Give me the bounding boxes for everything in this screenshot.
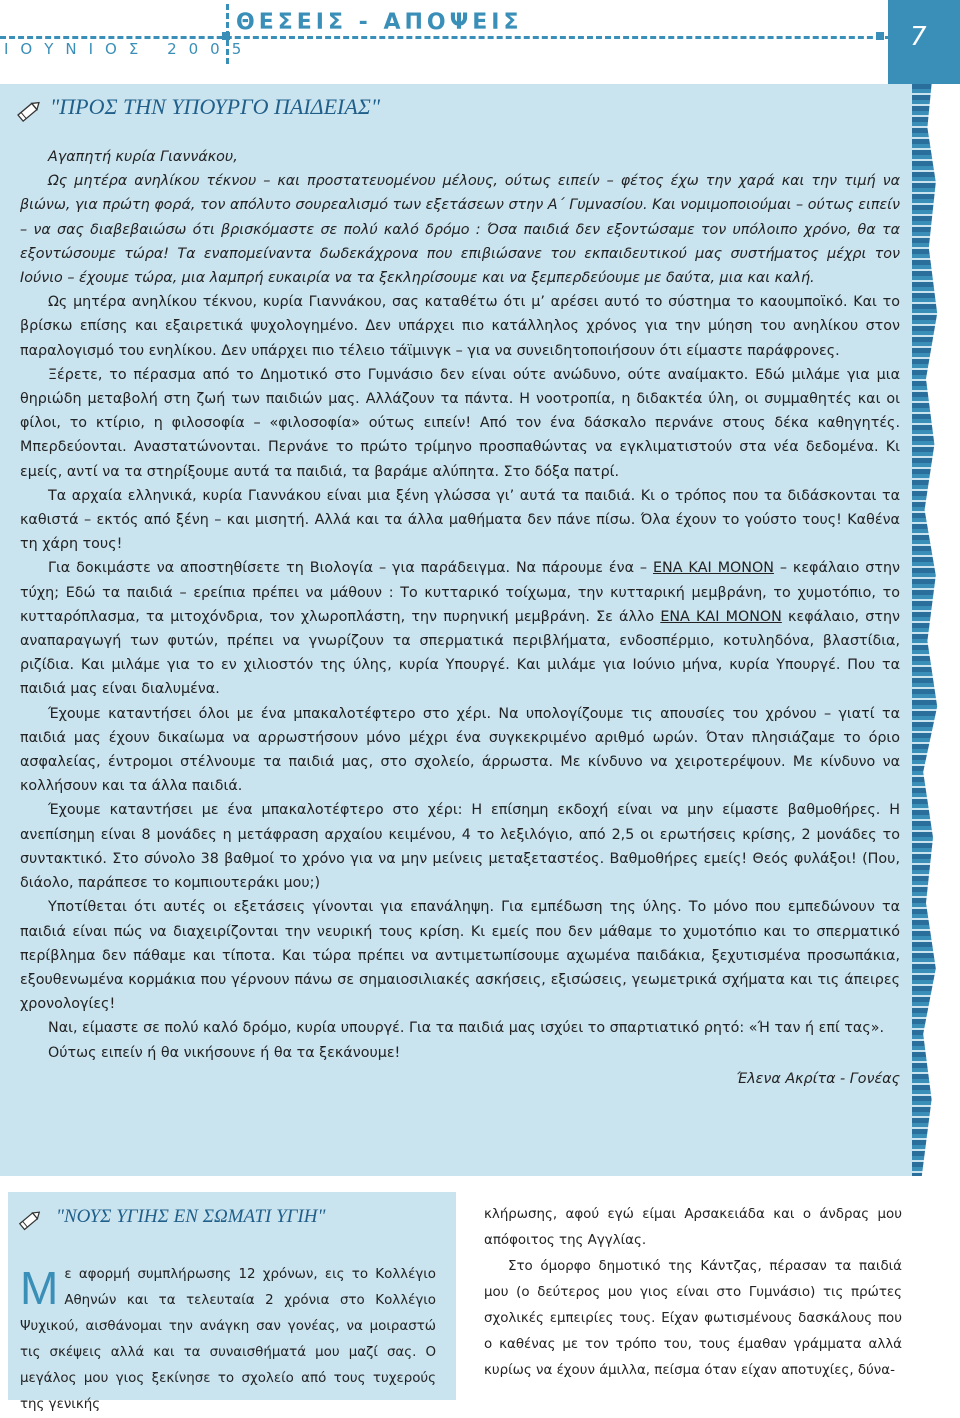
drop-cap: Μ: [20, 1262, 59, 1314]
paragraph: [20, 556, 900, 701]
paragraph: κλήρωσης, αφού εγώ είμαι Αρσακειάδα και ο άνδρας μου απόφοιτος της Αγγλίας.: [484, 1207, 902, 1248]
page-number: 7: [910, 22, 927, 52]
greeting: Αγαπητή κυρία Γιαννάκου,: [48, 149, 238, 165]
section-title: ΘΕΣΕΙΣ - ΑΠΟΨΕΙΣ: [236, 10, 523, 35]
article-title: "ΠΡΟΣ ΤΗΝ ΥΠΟΥΡΓΟ ΠΑΙΔΕΙΑΣ": [50, 94, 381, 119]
signature: Έλενα Ακρίτα - Γονέας: [736, 1070, 900, 1087]
issue-month: ΙΟΥΝΙΟΣ 2005: [4, 40, 254, 58]
paragraph: Τα αρχαία ελληνικά, κυρία Γιαννάκου είναι μια ξένη γλώσσα γι’ αυτά τα παιδιά. Κι ο τρόπος που τα διδάσκονται τα καθιστά – εκτός από ξένη – και μισητή. Αλλά και τα άλλα μαθήματα δεν πάνε πίσω. Όλα έχουν το γούστο τους! Καθένα τη χάρη τους!: [20, 487, 900, 553]
underlined-text: ΕΝΑ ΚΑΙ ΜΟΝΟΝ: [660, 608, 782, 625]
header-square: [222, 32, 230, 40]
article2-left-column: [20, 1262, 436, 1418]
paragraph: Ξέρετε, το πέρασμα από το Δημοτικό στο Γυμνάσιο δεν είναι ούτε ανώδυνο, ούτε αναίμακτο. Εδώ μιλάμε για μια θηριώδη μεταβολή στη ζωή των παιδιών μας. Αλλάζουν τα πάντα. Η νοοτροπία, η διδακτέα ύλη, οι συμμαθητές και οι φίλοι, το κτίριο, η φιλοσοφία – «φιλοσοφία» ούτως ειπείν! Από τον ένα δάσκαλο περνάνε στους δέκα καθηγητές. Μπερδεύονται. Αναστατώνονται. Περνάνε το πρώτο τρίμηνο προσπαθώντας να εγκλιματιστούν στα νέα δεδομένα. Κι εμείς, αντί να τα στηρίξουμε αυτά τα παιδιά, τα βαράμε αλύπητα. Στο δόξα πατρί.: [20, 366, 900, 480]
article2-right-column: [484, 1202, 902, 1384]
underlined-text: ΕΝΑ ΚΑΙ ΜΟΝΟΝ: [652, 560, 774, 577]
paragraph: Έχουμε καταντήσει με ένα μπακαλοτέφτερο στο χέρι: Η επίσημη εκδοχή είναι να μην είμαστε βαθμοθήρες. Η ανεπίσημη είναι 8 μονάδες η μετάφραση αρχαίου κειμένου, 4 το λεξιλόγιο, από 2,5 οι ερωτήσεις κρίσης, 2 μονάδες το συντακτικό. Στο σύνολο 38 βαθμοί το χρόνο για να μην μείνεις μεταξεταστέος. Βαθμοθήρες εμείς! Θεός φυλάξοι! (Που, διάολο, παράπεσε το κομπιουτεράκι μου;): [20, 802, 900, 892]
pencil-icon: [14, 96, 44, 126]
text-run: – κεφάλαιο στην τύχη; Εδώ τα παιδιά – ερείπια πρέπει να μάθουν : Το κυτταρικό τοίχωμα, την κυτταρική μεμβράνη, το χυμοτόπιο, το κυτταρόπλασμα, τα μιτοχόνδρια, τον χλωροπλάστη, την πυρηνική μεμβράνη. Σε άλλο: [20, 560, 901, 625]
text-run: Για δοκιμάστε να αποστηθίσετε τη Βιολογία – για παράδειγμα. Να πάρουμε ένα –: [48, 560, 653, 577]
paragraph: Ναι, είμαστε σε πολύ καλό δρόμο, κυρία υπουργέ. Για τα παιδιά μας ισχύει το σπαρτιατικό ρητό: «Ή ταν ή επί τας».: [48, 1020, 885, 1037]
header-square: [876, 32, 884, 40]
paragraph: Ως μητέρα ανηλίκου τέκνου, κυρία Γιαννάκου, σας καταθέτω ότι μ’ αρέσει αυτό το σύστημα το καουμποϊκό. Και το βρίσκω επίσης και εξαιρετικά ψυχολογημένο. Δεν υπάρχει πιο κατάλληλος χρόνος για την μύηση του ανηλίκου στον παραλογισμό του ενηλίκου. Δεν υπάρχει πιο τέλειο τάϊμινγκ – για να συνειδητοποιήσουν ότι είμαστε παράφρονες.: [20, 294, 900, 359]
text-run: κεφάλαιο, στην αναπαραγωγή των φυτών, πρέπει να γνωρίζουν τα σπερματικά περιβλήματα, ενδοσπέρμιο, κοτυληδόνα, βλαστίδια, ριζίδια. Και μιλάμε για το εν χιλιοστόν της ύλης, κυρία Υπουργέ. Και μιλάμε για Ιούνιο μήνα, κυρία Υπουργέ. Που τα παιδιά μας είναι διαλυμένα.: [20, 608, 900, 698]
pencil-icon: [16, 1206, 44, 1234]
page-number-box: [888, 0, 960, 84]
paragraph: Ούτως ειπείν ή θα νικήσουνε ή θα τα ξεκάνουμε!: [48, 1044, 401, 1061]
header-dashed-line: [0, 36, 900, 39]
article2-left-text: ε αφορμή συμπλήρωσης 12 χρόνων, εις το Κολλέγιο Αθηνών και τα τελευταία 2 χρόνια στο Κολλέγιο Ψυχικού, αισθάνομαι την ανάγκη σαν γονέας, να μοιραστώ τις σκέψεις αλλά και τα συναισθήματά μου μαζί σας. Ο μεγάλος μου γιος ξεκίνησε το σχολείο από τους τυχερούς της γενικής: [20, 1267, 436, 1412]
article-ragged-edge: [912, 84, 940, 1176]
paragraph: Υποτίθεται ότι αυτές οι εξετάσεις γίνονται για επανάληψη. Για εμπέδωση της ύλης. Το μόνο που εμπεδώνουν τα παιδιά είναι πώς να διαχειρίζονται την νευρική τους κρίση. Κι εμείς που δεν μάθαμε το χυμοτόπιο και το σπερματικό περίβλημα δεν πάθαμε και τίποτα. Και τώρα πρέπει να αντιμετωπίσουμε αχωμένα παιδάκια, ξεχυτισμένα προσωπάκια, εξουθενωμένα κορμάκια που γέρνουν πάνω σε σημαιοσιλιακές ασκήσεις, εξισώσεις, γεωμετρικά σχήματα και τις άπειρες χρονολογίες!: [20, 899, 900, 1013]
article2-title: "ΝΟΥΣ ΥΓΙΗΣ ΕΝ ΣΩΜΑΤΙ ΥΓΙΗ": [56, 1206, 326, 1227]
paragraph: Στο όμορφο δημοτικό της Κάντζας, πέρασαν τα παιδιά μου (ο δεύτερος μου γιος είναι στο Γυμνάσιο) τις πρώτες σχολικές εμπειρίες τους. Είχαν φωτισμένους δασκάλους που ο καθένας με τον τρόπο του, τους έμαθαν γράμματα αλλά κυρίως να έχουν άμιλλα, πείσμα όταν είχαν αποτυχίες, δύνα-: [484, 1259, 902, 1378]
paragraph: Ως μητέρα ανηλίκου τέκνου – και προστατευομένου μέλους, ούτως ειπείν – φέτος έχω την χαρά και την τιμή να βιώνω, για πρώτη φορά, τον απόλυτο σουρεαλισμό των εξετάσεων στην Α΄ Γυμνασίου. Και νομιμοποιούμαι – ούτως ειπείν – να σας διαβεβαιώσω ότι βρισκόμαστε σε πολύ καλό δρόμο : Όσα παιδιά δεν εξοντώσαμε τον υπόλοιπο χρόνο, θα τα εξοντώσουμε τώρα! Τα εναπομείναντα δωδεκάχρονα που επιβιώσανε του εκπαιδευτικού μας συστήματος μέχρι τον Ιούνιο – έχουμε τώρα, μια λαμπρή ευκαιρία να τα ξεκληρίσουμε και να ξεμπερδεύουμε με δαύτα, μια και καλή.: [20, 173, 900, 287]
paragraph: Έχουμε καταντήσει όλοι με ένα μπακαλοτέφτερο στο χέρι. Να υπολογίζουμε τις απουσίες του χρόνου – γιατί τα παιδιά μας έχουν δικαίωμα να αρρωστήσουν μόνο μέχρι ένα συγκεκριμένο αριθμό ωρών. Όταν πλησιάζαμε το όριο ασφαλείας, έντρομοι στέλνουμε τα παιδιά μας, στο σχολείο, άρρωστα. Με κίνδυνο να χειροτερέψουν. Με κίνδυνο να κολλήσουν και τα άλλα παιδιά.: [20, 705, 900, 795]
article-body: [20, 145, 900, 1091]
